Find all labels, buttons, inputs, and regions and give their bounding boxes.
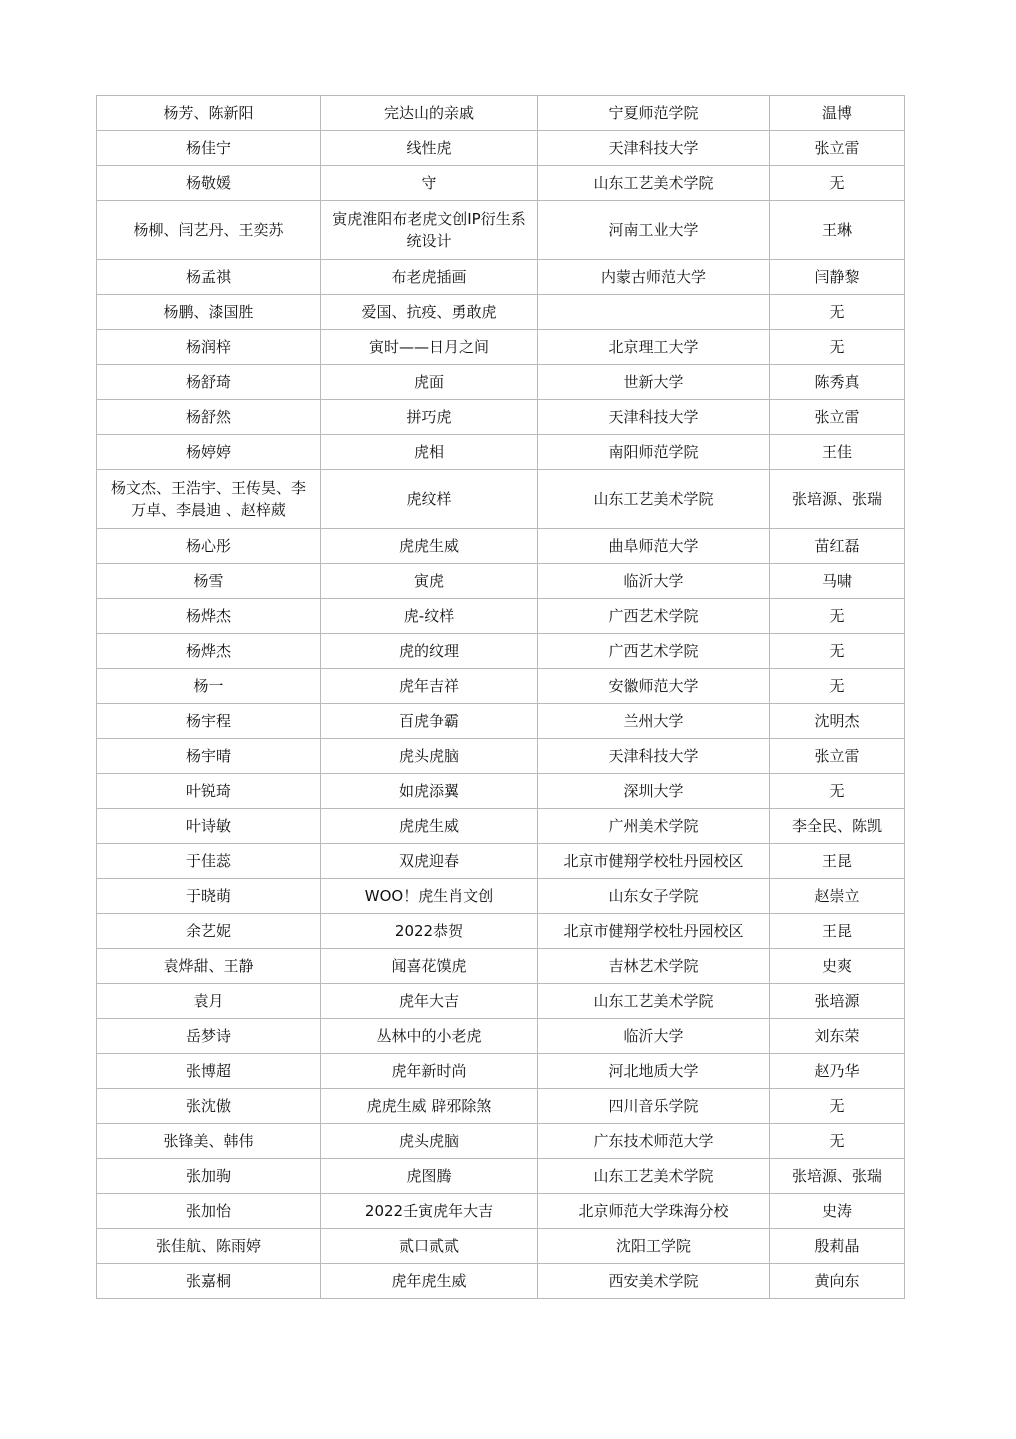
table-row bbox=[97, 529, 905, 564]
work-title-cell: 2022恭贺 bbox=[321, 914, 538, 949]
school-cell: 西安美术学院 bbox=[538, 1264, 770, 1299]
school-cell: 曲阜师范大学 bbox=[538, 529, 770, 564]
author-name-cell: 张嘉桐 bbox=[97, 1264, 321, 1299]
entries-table bbox=[96, 95, 905, 1299]
author-name-cell: 杨柳、闫艺丹、王奕苏 bbox=[97, 201, 321, 260]
school-cell: 广东技术师范大学 bbox=[538, 1124, 770, 1159]
author-name-cell: 杨鹏、漆国胜 bbox=[97, 295, 321, 330]
author-name-cell: 杨润梓 bbox=[97, 330, 321, 365]
table-row bbox=[97, 809, 905, 844]
school-cell: 安徽师范大学 bbox=[538, 669, 770, 704]
school-cell: 天津科技大学 bbox=[538, 739, 770, 774]
table-row bbox=[97, 1124, 905, 1159]
author-name-cell: 杨宇程 bbox=[97, 704, 321, 739]
work-title-cell: 虎头虎脑 bbox=[321, 1124, 538, 1159]
table-row bbox=[97, 1089, 905, 1124]
table-row bbox=[97, 1229, 905, 1264]
table-row bbox=[97, 774, 905, 809]
work-title-cell: 拼巧虎 bbox=[321, 400, 538, 435]
table-row bbox=[97, 295, 905, 330]
school-cell bbox=[538, 295, 770, 330]
table-row bbox=[97, 879, 905, 914]
author-name-cell: 张佳航、陈雨婷 bbox=[97, 1229, 321, 1264]
table-row bbox=[97, 330, 905, 365]
table-row bbox=[97, 1264, 905, 1299]
advisor-cell: 马啸 bbox=[770, 564, 905, 599]
school-cell: 天津科技大学 bbox=[538, 400, 770, 435]
work-title-cell: 丛林中的小老虎 bbox=[321, 1019, 538, 1054]
advisor-cell: 王琳 bbox=[770, 201, 905, 260]
work-title-cell: 虎年吉祥 bbox=[321, 669, 538, 704]
advisor-cell: 沈明杰 bbox=[770, 704, 905, 739]
advisor-cell: 李全民、陈凯 bbox=[770, 809, 905, 844]
advisor-cell: 史爽 bbox=[770, 949, 905, 984]
table-row bbox=[97, 201, 905, 260]
work-title-cell: 寅时——日月之间 bbox=[321, 330, 538, 365]
school-cell: 内蒙古师范大学 bbox=[538, 260, 770, 295]
table-row bbox=[97, 564, 905, 599]
school-cell: 山东女子学院 bbox=[538, 879, 770, 914]
advisor-cell: 无 bbox=[770, 669, 905, 704]
work-title-cell: 寅虎淮阳布老虎文创IP衍生系统设计 bbox=[321, 201, 538, 260]
advisor-cell: 黄向东 bbox=[770, 1264, 905, 1299]
school-cell: 兰州大学 bbox=[538, 704, 770, 739]
school-cell: 沈阳工学院 bbox=[538, 1229, 770, 1264]
advisor-cell: 无 bbox=[770, 634, 905, 669]
advisor-cell: 王昆 bbox=[770, 844, 905, 879]
work-title-cell: 虎图腾 bbox=[321, 1159, 538, 1194]
school-cell: 宁夏师范学院 bbox=[538, 96, 770, 131]
table-row bbox=[97, 96, 905, 131]
author-name-cell: 袁月 bbox=[97, 984, 321, 1019]
table-row bbox=[97, 844, 905, 879]
table-row bbox=[97, 984, 905, 1019]
work-title-cell: 2022壬寅虎年大吉 bbox=[321, 1194, 538, 1229]
work-title-cell: 虎面 bbox=[321, 365, 538, 400]
author-name-cell: 杨烨杰 bbox=[97, 634, 321, 669]
work-title-cell: 闻喜花馍虎 bbox=[321, 949, 538, 984]
advisor-cell: 刘东荣 bbox=[770, 1019, 905, 1054]
work-title-cell: 虎年新时尚 bbox=[321, 1054, 538, 1089]
advisor-cell: 赵乃华 bbox=[770, 1054, 905, 1089]
author-name-cell: 于佳蕊 bbox=[97, 844, 321, 879]
advisor-cell: 闫静黎 bbox=[770, 260, 905, 295]
school-cell: 临沂大学 bbox=[538, 1019, 770, 1054]
work-title-cell: 虎虎生威 bbox=[321, 529, 538, 564]
author-name-cell: 杨烨杰 bbox=[97, 599, 321, 634]
school-cell: 河北地质大学 bbox=[538, 1054, 770, 1089]
advisor-cell: 无 bbox=[770, 1124, 905, 1159]
work-title-cell: 虎年虎生威 bbox=[321, 1264, 538, 1299]
work-title-cell: 布老虎插画 bbox=[321, 260, 538, 295]
school-cell: 北京市健翔学校牡丹园校区 bbox=[538, 914, 770, 949]
work-title-cell: 虎纹样 bbox=[321, 470, 538, 529]
table-row bbox=[97, 260, 905, 295]
school-cell: 南阳师范学院 bbox=[538, 435, 770, 470]
school-cell: 世新大学 bbox=[538, 365, 770, 400]
author-name-cell: 杨孟祺 bbox=[97, 260, 321, 295]
school-cell: 北京理工大学 bbox=[538, 330, 770, 365]
advisor-cell: 张培源、张瑞 bbox=[770, 1159, 905, 1194]
author-name-cell: 叶锐琦 bbox=[97, 774, 321, 809]
work-title-cell: 虎虎生威 bbox=[321, 809, 538, 844]
advisor-cell: 殷莉晶 bbox=[770, 1229, 905, 1264]
advisor-cell: 王佳 bbox=[770, 435, 905, 470]
table-row bbox=[97, 1019, 905, 1054]
author-name-cell: 袁烨甜、王静 bbox=[97, 949, 321, 984]
author-name-cell: 叶诗敏 bbox=[97, 809, 321, 844]
advisor-cell: 张培源、张瑞 bbox=[770, 470, 905, 529]
school-cell: 广西艺术学院 bbox=[538, 634, 770, 669]
author-name-cell: 岳梦诗 bbox=[97, 1019, 321, 1054]
table-row bbox=[97, 634, 905, 669]
work-title-cell: 双虎迎春 bbox=[321, 844, 538, 879]
school-cell: 山东工艺美术学院 bbox=[538, 166, 770, 201]
work-title-cell: 贰口贰贰 bbox=[321, 1229, 538, 1264]
work-title-cell: 虎相 bbox=[321, 435, 538, 470]
work-title-cell: WOO！虎生肖文创 bbox=[321, 879, 538, 914]
school-cell: 北京市健翔学校牡丹园校区 bbox=[538, 844, 770, 879]
advisor-cell: 无 bbox=[770, 295, 905, 330]
advisor-cell: 无 bbox=[770, 599, 905, 634]
entries-table-body bbox=[97, 96, 905, 1299]
school-cell: 山东工艺美术学院 bbox=[538, 470, 770, 529]
advisor-cell: 赵崇立 bbox=[770, 879, 905, 914]
author-name-cell: 于晓萌 bbox=[97, 879, 321, 914]
school-cell: 广州美术学院 bbox=[538, 809, 770, 844]
school-cell: 深圳大学 bbox=[538, 774, 770, 809]
author-name-cell: 杨宇晴 bbox=[97, 739, 321, 774]
table-row bbox=[97, 1054, 905, 1089]
advisor-cell: 无 bbox=[770, 1089, 905, 1124]
school-cell: 天津科技大学 bbox=[538, 131, 770, 166]
table-row bbox=[97, 949, 905, 984]
advisor-cell: 张培源 bbox=[770, 984, 905, 1019]
author-name-cell: 张沈傲 bbox=[97, 1089, 321, 1124]
author-name-cell: 杨佳宁 bbox=[97, 131, 321, 166]
table-row bbox=[97, 470, 905, 529]
table-row bbox=[97, 599, 905, 634]
author-name-cell: 杨芳、陈新阳 bbox=[97, 96, 321, 131]
work-title-cell: 百虎争霸 bbox=[321, 704, 538, 739]
work-title-cell: 虎虎生威 辟邪除煞 bbox=[321, 1089, 538, 1124]
work-title-cell: 线性虎 bbox=[321, 131, 538, 166]
author-name-cell: 余艺妮 bbox=[97, 914, 321, 949]
author-name-cell: 杨舒琦 bbox=[97, 365, 321, 400]
author-name-cell: 张锋美、韩伟 bbox=[97, 1124, 321, 1159]
table-row bbox=[97, 400, 905, 435]
advisor-cell: 王昆 bbox=[770, 914, 905, 949]
work-title-cell: 虎-纹样 bbox=[321, 599, 538, 634]
author-name-cell: 张博超 bbox=[97, 1054, 321, 1089]
table-row bbox=[97, 739, 905, 774]
author-name-cell: 杨婷婷 bbox=[97, 435, 321, 470]
table-row bbox=[97, 669, 905, 704]
work-title-cell: 如虎添翼 bbox=[321, 774, 538, 809]
advisor-cell: 无 bbox=[770, 774, 905, 809]
work-title-cell: 虎年大吉 bbox=[321, 984, 538, 1019]
advisor-cell: 苗红磊 bbox=[770, 529, 905, 564]
school-cell: 山东工艺美术学院 bbox=[538, 984, 770, 1019]
work-title-cell: 完达山的亲戚 bbox=[321, 96, 538, 131]
author-name-cell: 杨敬媛 bbox=[97, 166, 321, 201]
table-row bbox=[97, 435, 905, 470]
author-name-cell: 杨雪 bbox=[97, 564, 321, 599]
work-title-cell: 守 bbox=[321, 166, 538, 201]
advisor-cell: 陈秀真 bbox=[770, 365, 905, 400]
author-name-cell: 张加驹 bbox=[97, 1159, 321, 1194]
school-cell: 四川音乐学院 bbox=[538, 1089, 770, 1124]
school-cell: 吉林艺术学院 bbox=[538, 949, 770, 984]
advisor-cell: 史涛 bbox=[770, 1194, 905, 1229]
work-title-cell: 爱国、抗疫、勇敢虎 bbox=[321, 295, 538, 330]
school-cell: 临沂大学 bbox=[538, 564, 770, 599]
author-name-cell: 杨一 bbox=[97, 669, 321, 704]
advisor-cell: 张立雷 bbox=[770, 131, 905, 166]
author-name-cell: 杨文杰、王浩宇、王传昊、李万卓、李晨迪 、赵梓葳 bbox=[97, 470, 321, 529]
author-name-cell: 杨舒然 bbox=[97, 400, 321, 435]
work-title-cell: 寅虎 bbox=[321, 564, 538, 599]
work-title-cell: 虎头虎脑 bbox=[321, 739, 538, 774]
advisor-cell: 张立雷 bbox=[770, 400, 905, 435]
author-name-cell: 张加怡 bbox=[97, 1194, 321, 1229]
table-row bbox=[97, 704, 905, 739]
school-cell: 北京师范大学珠海分校 bbox=[538, 1194, 770, 1229]
school-cell: 河南工业大学 bbox=[538, 201, 770, 260]
school-cell: 山东工艺美术学院 bbox=[538, 1159, 770, 1194]
author-name-cell: 杨心彤 bbox=[97, 529, 321, 564]
table-row bbox=[97, 1194, 905, 1229]
advisor-cell: 张立雷 bbox=[770, 739, 905, 774]
advisor-cell: 无 bbox=[770, 166, 905, 201]
table-row bbox=[97, 166, 905, 201]
table-row bbox=[97, 365, 905, 400]
table-row bbox=[97, 914, 905, 949]
table-row bbox=[97, 1159, 905, 1194]
work-title-cell: 虎的纹理 bbox=[321, 634, 538, 669]
school-cell: 广西艺术学院 bbox=[538, 599, 770, 634]
advisor-cell: 温博 bbox=[770, 96, 905, 131]
advisor-cell: 无 bbox=[770, 330, 905, 365]
table-row bbox=[97, 131, 905, 166]
